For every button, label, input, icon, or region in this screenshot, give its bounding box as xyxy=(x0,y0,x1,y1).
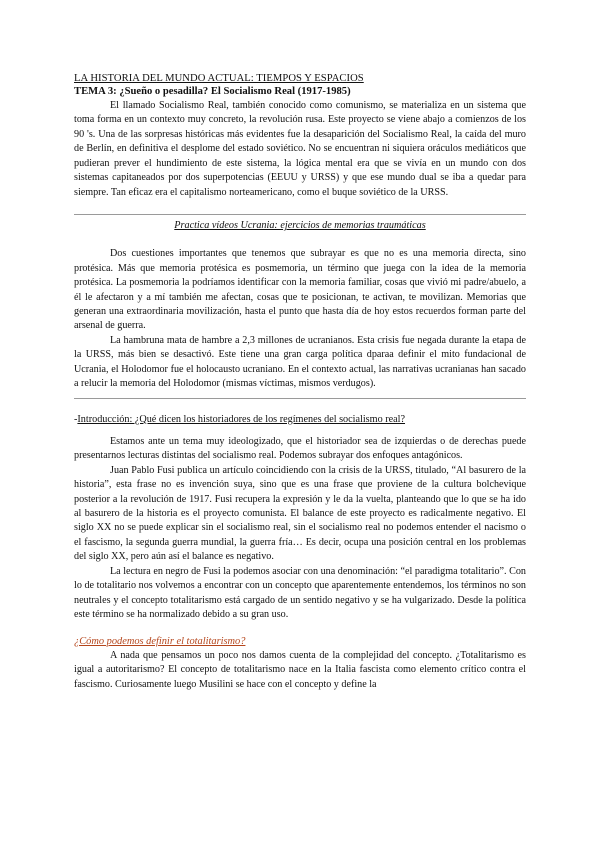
intro-paragraph: El llamado Socialismo Real, también conocido como comunismo, se materializa en un sistema que toma forma en un contexto muy concreto, la revolución rusa. Este proyecto se viene abajo a comienzos de los 90 's. Una de las sorpresas históricas más evidentes fue la desaparición del Socialismo Real, la caída del muro de Berlín, en definitiva el desplome del estado soviético. No se encuentran ni siquiera oráculos mediáticos que pudieran prever el hundimiento de este sistema, la lógica mental era que se vivía en un mundo con dos sistemas capitaneados por dos superpotencias (EEUU y URSS) y que ese mundo dual se iba a quedar para siempre. Tan eficaz era el capitalismo norteamericano, como el buque soviético de la URSS. xyxy=(74,100,526,198)
intro-section-paragraph-3: La lectura en negro de Fusi la podemos asociar con una denominación: “el paradigma totalitario”. Con lo de totalitario nos volvemos a encontrar con un concepto que aparentemente entendemos, los términos no son neutrales y el concepto totalitarismo está cargado de un sentido negativo y se ha vulgarizado. Desde la política este término se ha normalizado debido a su gran uso. xyxy=(74,565,526,621)
totalitarismo-paragraph: A nada que pensamos un poco nos damos cuenta de la complejidad del concepto. ¿Totalitarismo es igual a autoritarismo? El concepto de totalitarismo nace en la Italia fascista como elemento crítico contra el fascismo. Curiosamente luego Musilini se hace con el concepto y define la xyxy=(74,649,526,690)
document-page xyxy=(74,72,526,692)
course-title: LA HISTORIA DEL MUNDO ACTUAL: TIEMPOS Y ESPACIOS xyxy=(74,73,364,84)
intro-section-paragraph-1: Estamos ante un tema muy ideologizado, que el historiador sea de izquierdas o de derechas puede presentarnos lecturas distintas del socialismo real. Podemos subrayar dos enfoques antagónicos. xyxy=(74,435,526,462)
section-title-dash: - xyxy=(74,413,78,425)
section-title-ucrania: Practica vídeos Ucrania: ejercicios de memorias traumáticas xyxy=(174,220,426,232)
topic-title: TEMA 3: ¿Sueño o pesadilla? El Socialismo Real (1917-1985) xyxy=(74,86,351,97)
ucrania-paragraph-2: La hambruna mata de hambre a 2,3 millones de ucranianos. Esta crisis fue negada durante la etapa de la URSS, más bien se desactivó. Este tiene una gran carga política dparaa definir el mito fundacional de Ucrania, el Holodomor fue el holocausto ucraniano. En el contexto actual, las narrativas ucranianas han sacado a relucir la memoria del Holodomor (mismas víctimas, mismos verdugos). xyxy=(74,334,526,390)
ucrania-paragraph-1: Dos cuestiones importantes que tenemos que subrayar es que no es una memoria directa, sino protésica. Más que memoria protésica es posmemoria, un término que juega con la idea de la memoria protésica. La posmemoria la podríamos identificar con la memoria familiar, cosas que vivió mi padre/abuelo, a él le afectaron y a mí también me afectan, cosas que te posicionan, te activan, te movilizan. Memorias que generan una extraordinaria movilización, hasta el punto que hasta día de hoy estos recuerdos forman parte del arsenal de guerra. xyxy=(74,248,526,332)
section-title-text: Introducción: ¿Qué dicen los historiadores de los regímenes del socialismo real? xyxy=(77,413,406,425)
section-title-totalitarismo: ¿Cómo podemos definir el totalitarismo? xyxy=(74,635,246,647)
section-title-introduccion xyxy=(74,413,526,427)
intro-section-paragraph-2: Juan Pablo Fusi publica un artículo coincidiendo con la crisis de la URSS, titulado, “Al basurero de la historia”, esta frase no es invención suya, sino que es una frase que proviene de la cultura bolchevique posterior a la revolución de 1917. Fusi recupera la expresión y le da la vuelta, planteando que lo que se ha ido al basurero de la historia es el proyecto comunista. El balance de este proyecto es radicalmente negativo. El siglo XX no se puede explicar sin el socialismo real, sin el socialismo real no podemos entender el nacismo o el fascismo, la segunda guerra mundial, la guerra fría… Es decir, ocupa una posición central en los problemas del siglo XX, pero aún así el balance es negativo. xyxy=(74,464,526,563)
